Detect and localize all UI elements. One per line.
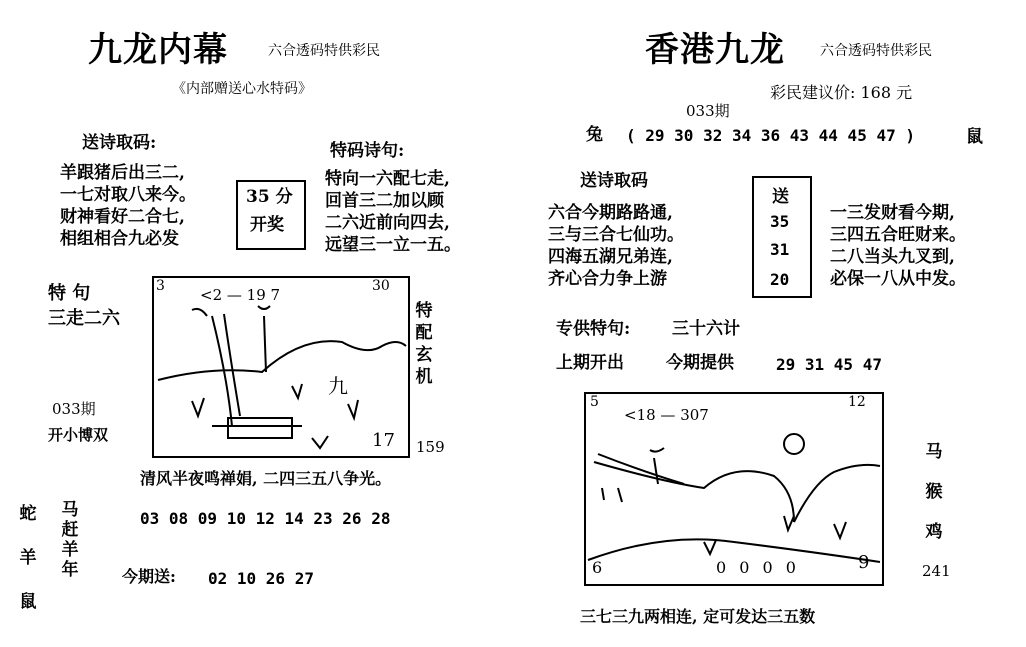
right-sketch-range: <18 — 307 xyxy=(624,406,709,424)
right-side-number: 241 xyxy=(922,562,951,580)
left-poem-line: 羊跟猪后出三二, xyxy=(60,163,185,183)
left-zodiac-char: 赶 xyxy=(61,520,79,540)
right-price: 彩民建议价: 168 元 xyxy=(770,83,913,102)
right-special-text: 三十六计 xyxy=(672,319,740,339)
right-sketch-num-br: 9 xyxy=(858,552,870,573)
right-side-char: 马 xyxy=(925,442,943,462)
left-special-line: 二六近前向四去, xyxy=(325,213,450,233)
left-poem-line: 相组相合九必发 xyxy=(60,229,179,249)
left-side-char: 配 xyxy=(415,323,433,343)
right-poem xyxy=(548,202,684,290)
left-teju-text: 三走二六 xyxy=(48,308,120,329)
right-special-label: 专供特句: xyxy=(556,319,631,339)
left-today-numbers: 02 10 26 27 xyxy=(208,569,314,588)
left-poem xyxy=(60,162,196,250)
left-side-number: 159 xyxy=(416,438,445,456)
right-poem2-line: 必保一八从中发。 xyxy=(830,269,966,289)
right-side-vertical xyxy=(924,432,944,552)
right-rabbit: 兔 xyxy=(586,125,603,145)
left-side-char: 玄 xyxy=(415,345,433,365)
left-sketch-num-tl: 3 xyxy=(156,278,165,294)
right-bottom-line: 三七三九两相连, 定可发达三五数 xyxy=(580,607,816,626)
left-sketch-mid: 九 xyxy=(328,374,348,398)
right-poem-line: 齐心合力争上游 xyxy=(548,269,667,289)
left-zodiac-char: 羊 xyxy=(19,548,37,568)
left-zodiac-char: 马 xyxy=(61,500,79,520)
left-sketch-num-tr: 30 xyxy=(372,278,390,294)
right-poem-head: 送诗取码 xyxy=(580,171,648,191)
left-tagline: 六合透码特供彩民 xyxy=(268,43,380,59)
right-box-num: 20 xyxy=(770,270,790,289)
left-teju-label: 特 句 xyxy=(48,283,91,304)
right-poem2 xyxy=(830,202,966,290)
left-period: 033期 xyxy=(52,400,96,418)
right-poem-line: 三与三合七仙功。 xyxy=(548,225,684,245)
left-zodiac-char: 蛇 xyxy=(19,504,37,524)
left-zodiac-col2 xyxy=(60,500,80,580)
right-box-head: 送 xyxy=(772,187,789,207)
left-open-hint: 开小博双 xyxy=(48,426,109,444)
left-box-line2: 开奖 xyxy=(250,215,284,235)
right-title: 香港九龙 xyxy=(645,30,785,70)
left-poem-line: 一七对取八来今。 xyxy=(60,185,196,205)
left-zodiac-char: 年 xyxy=(61,560,79,580)
left-poem-head: 送诗取码: xyxy=(82,133,157,153)
right-box-num: 35 xyxy=(770,212,790,231)
right-rat: 鼠 xyxy=(966,127,983,147)
right-sketch-row: 0 0 0 0 xyxy=(716,558,800,577)
right-side-char: 鸡 xyxy=(925,522,943,542)
right-period: 033期 xyxy=(686,102,730,120)
right-poem-line: 四海五湖兄弟连, xyxy=(548,247,673,267)
left-side-char: 机 xyxy=(415,367,433,387)
left-title: 九龙内幕 xyxy=(88,30,228,70)
left-bottom-line: 清风半夜鸣禅娟, 二四三五八争光。 xyxy=(140,469,392,488)
left-zodiac-char: 鼠 xyxy=(19,592,37,612)
right-paren-numbers: ( 29 30 32 34 36 43 44 45 47 ) xyxy=(626,126,915,145)
right-poem2-line: 二八当头九叉到, xyxy=(830,247,955,267)
left-special-line: 回首三二加以顾 xyxy=(325,191,444,211)
left-special xyxy=(325,168,461,256)
right-side-char: 猴 xyxy=(925,482,943,502)
left-special-line: 远望三一立一五。 xyxy=(325,235,461,255)
right-sketch-num-tl: 5 xyxy=(590,394,599,410)
right-box-num: 31 xyxy=(770,240,790,259)
left-zodiac-col1 xyxy=(18,492,38,624)
left-note: 《内部赠送心水特码》 xyxy=(172,81,312,97)
left-sketch-num-br: 17 xyxy=(372,430,395,451)
right-poem2-line: 三四五合旺财来。 xyxy=(830,225,966,245)
right-offer-label: 今期提供 xyxy=(666,353,734,373)
right-offer-numbers: 29 31 45 47 xyxy=(776,355,882,374)
left-side-char: 特 xyxy=(415,301,433,321)
left-special-head: 特码诗句: xyxy=(330,141,405,161)
left-special-line: 特向一六配七走, xyxy=(325,169,450,189)
right-sketch-num-bl: 6 xyxy=(592,558,603,577)
left-zodiac-char: 羊 xyxy=(61,540,79,560)
right-sketch-num-tr: 12 xyxy=(848,394,866,410)
right-last-label: 上期开出 xyxy=(556,353,624,373)
right-poem-line: 六合今期路路通, xyxy=(548,203,673,223)
left-sketch-range: <2 — 19 7 xyxy=(200,286,281,304)
right-poem2-line: 一三发财看今期, xyxy=(830,203,955,223)
left-box-line1: 35 分 xyxy=(246,187,293,207)
left-side-vertical xyxy=(414,300,434,388)
left-numbers: 03 08 09 10 12 14 23 26 28 xyxy=(140,509,391,528)
left-today-label: 今期送: xyxy=(122,567,176,586)
left-poem-line: 财神看好二合七, xyxy=(60,207,185,227)
right-tagline: 六合透码特供彩民 xyxy=(820,43,932,59)
